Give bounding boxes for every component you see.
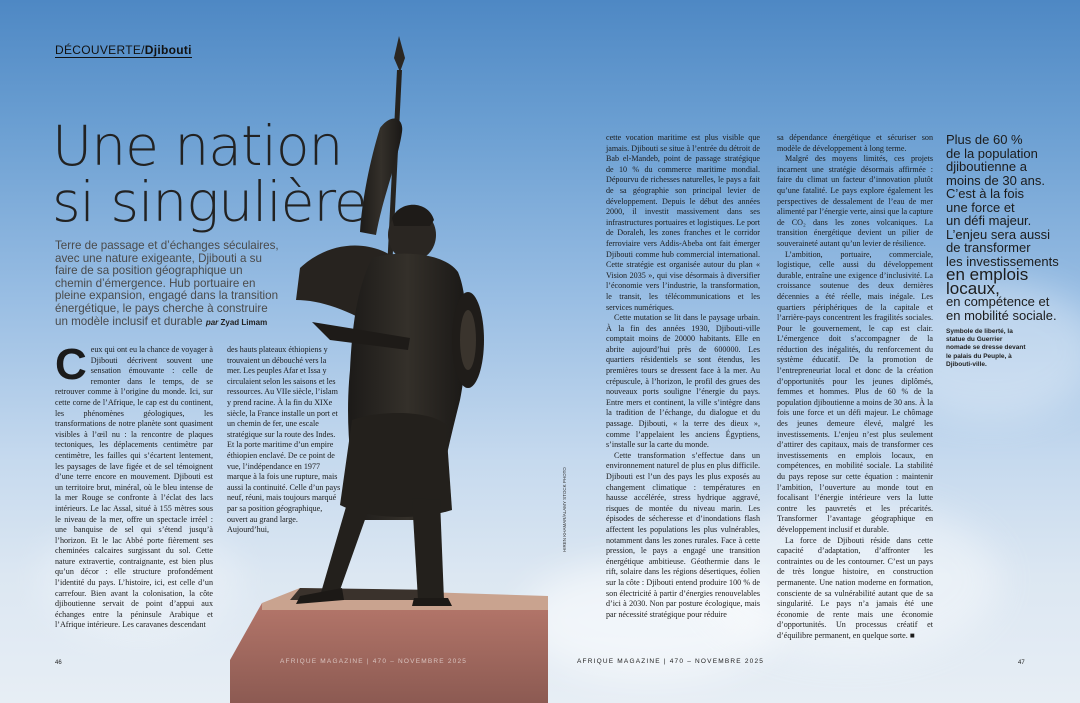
quote-line: Plus de 60 % [946,132,1023,147]
photo-credit: HIREN KHAMAR/ALAMY STOCK PHOTO [562,467,567,552]
paragraph: L’ambition, portuaire, commerciale, logistique, celle aussi du développement durable, entraîne une exigence d’inclusivité. La croissance soutenue des deux dernières décennies a été réelle, mais inégale. Les quartiers périphériques de la capitale et l’arrière-pays concentrent les fragilités sociales. Pour le gouvernement, le cap est clair. L’émergence doit s’accompagner de la réduction des inégalités, du renforcement du système éducatif. De la promotion de l’entrepreneuriat local et donc de la création d’opportunités pour les jeunes diplômés, femmes et hommes. Plus de 60 % de la population djiboutienne a moins de 30 ans. À la fois une force et un défi majeur. Le chômage des jeunes demeure élevé, malgré les investissements. L’enjeu n’est plus seulement d’attirer des capitaux, mais de transformer ces investissements en emplois locaux, en compétences, en mobilité sociale. La stabilité du pays repose sur cette équation : maintenir l’ambition, l’ouverture au monde tout en focalisant l’énergie intérieure vers la lutte contre les pauvretés et les précarités. Transformer l’avantage géographique en développement inclusif et durable. [777,249,933,534]
title-line-2: si singulière [52,170,367,234]
quote-line: en compétence et [946,294,1050,309]
paragraph: des hauts plateaux éthiopiens y trouvaient un débouché vers la mer. Les peuples Afar et Issa y circulaient selon les saisons et les ressources. Au VIIe siècle, l’islam y prend racine. À la fin du XIXe siècle, la France installe un port et un chemin de fer, une escale stratégique sur la route des Indes. Et la porte maritime d’un empire éthiopien enclavé. De ce point de vue, l’indépendance en 1977 marque à la fois une rupture, mais aussi la continuité. Celle d’un pays neuf, réuni, mais toujours marqué par sa position géographique, ouvert au grand large. Aujourd’hui, [227,345,341,535]
byline-author: Zyad Limam [220,317,268,327]
paragraph: sa dépendance énergétique et sécuriser son modèle de développement à long terme. [777,133,933,153]
quote-line: djiboutienne a [946,159,1027,174]
paragraph: La force de Djibouti réside dans cette capacité d’adaptation, d’affronter les contraintes ou de les contourner. C’est un pays de très longue histoire, en construction permanente. Une nation moderne en formation, consciente de sa vulnérabilité autant que de sa singularité. Le pays n’a jamais été une économie de rente mais une économie d’opportunités. Un processus créatif et d’équilibre permanent, en quelque sorte. ■ [777,535,933,640]
quote-line: en emplois [946,265,1029,284]
quote-line: C’est à la fois [946,186,1025,201]
kicker-country: Djibouti [144,43,192,57]
byline [206,318,267,327]
quote-line: en mobilité sociale. [946,307,1057,323]
section-kicker [55,43,192,58]
footer-magazine-left: AFRIQUE MAGAZINE | 470 – NOVEMBRE 2025 [280,658,468,665]
paragraph: Cette transformation s’effectue dans un environnement naturel de plus en plus difficile. Djibouti est l’un des pays les plus exposés au changement climatique : températures en hausse accélérée, stress hydrique aggravé, risques de montée du niveau marin. Les épisodes de sécheresse et d’inondations flash affectent les populations les plus vulnérables, notamment dans les zones rurales. Face à cette pression, le pays a engagé une transition énergétique ambitieuse. Géothermie dans le rift, solaire dans les régions désertiques, éolien sur la côte : Djibouti entend produire 100 % de son électricité à partir d’énergies renouvelables d’ici à 2030. Non par posture écologique, mais par nécessité stratégique pour réduire [606,450,760,619]
pedestal [230,603,548,703]
standfirst [55,240,283,329]
quote-line: locaux, [946,278,1000,298]
text-column-2 [227,345,341,536]
byline-label: par [205,317,219,327]
pull-quote [946,133,1076,322]
quote-line: un défi majeur. [946,213,1032,228]
footer-magazine: AFRIQUE MAGAZINE | 470 – NOVEMBRE 2025 [577,658,765,665]
page-number-left: 46 [55,660,62,666]
text-column-4 [777,133,933,642]
standfirst-text: Terre de passage et d’échanges séculaires, avec une nature exigeante, Djibouti a su faire de sa position géographique un chemin d’émergence. Hub portuaire en pleine expansion, engagé dans la transition énergétique, le pays cherche à construire un modèle inclusif et durable [55,239,279,328]
quote-line: les investissements [946,253,1059,269]
text-column-1 [55,340,213,631]
paragraph: cette vocation maritime est plus visible que jamais. Djibouti se situe à l’entrée du détroit de Bab el-Mandeb, point de passage stratégique de 10 % du commerce maritime mondial. Dépourvu de richesses naturelles, le pays a fait de sa géographie son principal levier de développement. Depuis le début des années 2000, il investit massivement dans ses infrastructures portuaires et logistiques. Le port de Doraleh, les zones franches et le corridor ferroviaire vers Addis-Abeba ont fait émerger Djibouti comme hub commercial international. Cette stratégie est organisée autour du plan « Vision 2035 », qui vise désormais à diversifier l’économie vers l’industrie, la transformation, le transit, les télécommunications et les services numériques. [606,133,760,312]
quote-line: de la population [946,145,1038,161]
paragraph: Malgré des moyens limités, ces projets incarnent une stratégie désormais affirmée : faire du climat un facteur d’innovation plutôt qu’une fatalité. Le pays explore également les perspectives de dessalement de l’eau de mer alimenté par l’énergie verte, ainsi que la capture de CO₂ dans les zones volcaniques. La transition énergétique devient un pilier de souveraineté autant qu’un levier de résilience. [777,154,933,248]
quote-line: de transformer [946,240,1031,255]
photo-caption: Symbole de liberté, la statue du Guerrier nomade se dresse devant le palais du Peuple, à Djibouti-ville. [946,328,1026,368]
kicker-section: DÉCOUVERTE/ [55,43,145,57]
page-number-right: 47 [1018,660,1025,666]
quote-line: L’enjeu sera aussi [946,226,1051,242]
quote-line: une force et [946,199,1015,215]
text-column-3 [606,133,760,620]
article-title [52,114,367,234]
title-line-1: Une nation [52,114,343,178]
paragraph-text: eux qui ont eu la chance de voyager à Djibouti décrivent souvent une sensation émouvante : celle de remonter dans le temps, de se retrouver comme à l’origine du monde. Ici, sur cette corne de l’Afrique, le cap est du continent, les phénomènes géologiques, les transformations de notre planète sont quasiment visibles à l’œil nu : la rencontre de plaques tectoniques, les déplacements centimètre par centimètre, les failles qui s’écartent lentement, les paysages de lave figée et de sel témoignent d’une terre encore en mouvement. Djibouti est un territoire brut, minéral, où le bleu intense de la mer Rouge se confronte à l’éclat des lacs intérieurs. Le lac Assal, situé à 155 mètres sous le niveau de la mer, offre un spectacle irréel : une banquise de sel qui s’étend jusqu’à l’horizon. Et le lac Abbé porte fièrement ses cheminées calcaires surgissant du sol. Cette nature extravertie, contraignante, est bien plus qu’un décor : elle structure profondément l’identité du pays. L’histoire, ici, est celle d’un carrefour. Bien avant la colonisation, la côte djiboutienne servait de point d’appui aux échanges entre la péninsule Arabique et l’Afrique intérieure. Les caravanes descendant [55,345,213,630]
paragraph [55,340,213,631]
paragraph: Cette mutation se lit dans le paysage urbain. À la fin des années 1930, Djibouti-ville comptait moins de 20000 habitants. Elle en abrite aujourd’hui près de 600000. Les quartiers résidentiels se sont étendus, les premières tours se dressent face à la mer. Au crépuscule, à l’horizon, le profil des grues des nouveaux ports souligne l’énergie du pays. Entre mers et continent, la ville s’intègre dans la tradition de l’échange, du dialogue et du passage. Djibouti, « la terre des dieux », comme l’appelaient les anciens Égyptiens, s’installe sur la carte du monde. [606,313,760,450]
drop-cap: C [55,340,87,389]
quote-line: moins de 30 ans. [946,172,1046,188]
